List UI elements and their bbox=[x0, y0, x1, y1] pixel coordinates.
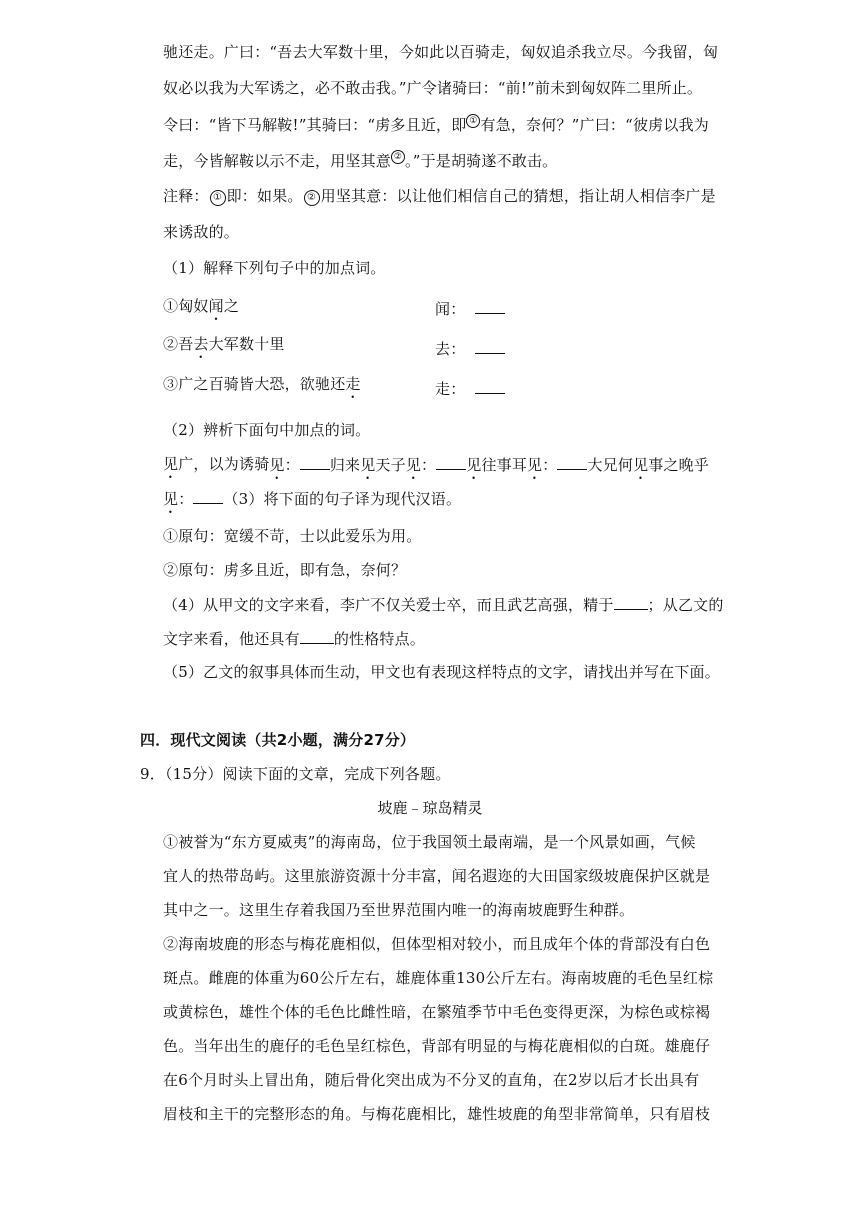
q2-text: 往事耳 bbox=[481, 456, 528, 474]
dotted-word: 见： bbox=[269, 456, 300, 474]
annotation-marker-1: ① bbox=[210, 190, 226, 206]
item-number: ① bbox=[163, 297, 179, 315]
q5-text: （5）乙文的叙事具体而生动，甲文也有表现这样特点的文字，请找出并写在下面。 bbox=[163, 663, 720, 681]
article-p2-line-1: ②海南坡鹿的形态与梅花鹿相似，但体型相对较小，而且成年个体的背部没有白色 bbox=[163, 935, 711, 953]
q1-answer-2 bbox=[435, 338, 505, 359]
q1-answer-1 bbox=[435, 298, 505, 319]
answer-blank[interactable] bbox=[300, 628, 334, 644]
dotted-word: 见 bbox=[466, 456, 482, 474]
item-text: 之 bbox=[223, 297, 240, 315]
article-p1-line-3: 其中之一。这里生存着我国乃至世界范围内唯一的海南坡鹿野生种群。 bbox=[163, 901, 635, 919]
article-p1-line-2: 宜人的热带岛屿。这里旅游资源十分丰富，闻名遐迩的大田国家级坡鹿保护区就是 bbox=[163, 867, 711, 885]
q4-line-2 bbox=[163, 628, 425, 649]
answer-label: 闻： bbox=[435, 300, 466, 318]
q4-text: 文字来看，他还具有 bbox=[163, 630, 300, 648]
article-p2-line-6: 眉枝和主干的完整形态的角。与梅花鹿相比，雄性坡鹿的角型非常简单，只有眉枝 bbox=[163, 1105, 711, 1123]
dotted-word: 见 bbox=[163, 455, 179, 473]
article-p2-line-4: 色。当年出生的鹿仔的毛色呈红棕色，背部有明显的与梅花鹿相似的白斑。雄鹿仔 bbox=[163, 1037, 711, 1055]
dotted-word: 走 bbox=[345, 375, 361, 393]
footnote-marker-1: ① bbox=[466, 114, 480, 128]
q4-line-1 bbox=[163, 594, 724, 615]
dotted-word: 见 bbox=[360, 456, 376, 474]
item-number: ③ bbox=[163, 375, 179, 393]
q1-item-2 bbox=[163, 334, 285, 362]
annotation-line-1 bbox=[163, 186, 716, 206]
item-text: 大军数十里 bbox=[208, 335, 285, 353]
article-p1-line-1: ①被誉为“东方夏威夷”的海南岛，位于我国领土最南端，是一个风景如画，气候 bbox=[163, 833, 696, 851]
answer-blank[interactable] bbox=[436, 454, 466, 470]
passage-text: 有急，奈何？”广曰：“彼虏以我为 bbox=[480, 116, 709, 134]
passage-line-4 bbox=[163, 150, 557, 171]
article-p2-line-2: 斑点。雌鹿的体重为60公斤左右，雄鹿体重130公斤左右。海南坡鹿的毛色呈红棕 bbox=[163, 969, 714, 987]
answer-blank[interactable] bbox=[557, 454, 587, 470]
answer-blank[interactable] bbox=[475, 338, 505, 354]
dotted-word: 见： bbox=[527, 456, 558, 474]
dotted-word: 闻 bbox=[208, 297, 224, 315]
answer-label: 去： bbox=[435, 340, 466, 358]
answer-label: 走： bbox=[435, 380, 466, 398]
item-text: 广之百骑皆大恐，欲驰还 bbox=[178, 375, 346, 393]
q2-text: 事之晚乎 bbox=[648, 456, 710, 474]
answer-blank[interactable] bbox=[300, 454, 330, 470]
annotation-line-2: 来诱敌的。 bbox=[163, 223, 240, 241]
article-p2-line-3: 或黄棕色，雄性个体的毛色比雌性暗，在繁殖季节中毛色变得更深，为棕色或棕褐 bbox=[163, 1003, 711, 1021]
q2-text: 归来 bbox=[329, 456, 361, 474]
q2-text: 广，以为诱骑 bbox=[178, 455, 270, 473]
q4-text: 的性格特点。 bbox=[333, 630, 426, 648]
q3-sentence-1: ①原句：宽缓不苛，士以此爱乐为用。 bbox=[163, 527, 422, 545]
question-2-stem: （2）辨析下面句中加点的词。 bbox=[163, 421, 371, 439]
passage-text: 。”于是胡骑遂不敢击。 bbox=[405, 152, 558, 170]
q2-text: 天子 bbox=[375, 456, 406, 474]
passage-line-1: 驰还走。广曰：“吾去大军数十里，今如此以百骑走，匈奴追杀我立尽。今我留，匈 bbox=[163, 43, 719, 61]
dotted-word: 去 bbox=[193, 335, 209, 353]
question-3-stem: （3）将下面的句子译为现代汉语。 bbox=[223, 490, 462, 508]
article-p2-line-5: 在6个月时头上冒出角，随后骨化突出成为不分叉的直角，在2岁以后才长出具有 bbox=[163, 1071, 700, 1089]
q2-line-1-rest bbox=[269, 454, 709, 483]
q3-sentence-2: ②原句：虏多且近，即有急，奈何？ bbox=[163, 561, 407, 579]
question-9-stem: 9．（15分）阅读下面的文章，完成下列各题。 bbox=[140, 765, 451, 783]
answer-blank[interactable] bbox=[614, 594, 648, 610]
dotted-word: 见： bbox=[405, 456, 437, 474]
item-number: ② bbox=[163, 335, 179, 353]
item-text: 匈奴 bbox=[178, 297, 209, 315]
answer-blank[interactable] bbox=[475, 298, 505, 314]
q2-line-1 bbox=[163, 454, 269, 482]
annotation-text: 即：如果。 bbox=[226, 187, 303, 205]
answer-blank[interactable] bbox=[193, 488, 223, 504]
dotted-word: 见： bbox=[163, 490, 194, 508]
q1-item-1 bbox=[163, 296, 239, 324]
question-1-stem: （1）解释下列句子中的加点词。 bbox=[163, 259, 386, 277]
annotation-label: 注释： bbox=[163, 187, 209, 205]
q1-answer-3 bbox=[435, 378, 505, 399]
annotation-text: 用坚其意：以让他们相信自己的猜想，指让胡人相信李广是 bbox=[320, 187, 716, 205]
footnote-marker-2: ② bbox=[391, 150, 405, 164]
annotation-marker-2: ② bbox=[304, 190, 320, 206]
passage-text: 走，今皆解鞍以示不走，用坚其意 bbox=[163, 152, 392, 170]
passage-line-2: 奴必以我为大军诱之，必不敢击我。”广令诸骑曰：“前!”前未到匈奴阵二里所止。 bbox=[163, 79, 703, 97]
passage-line-3 bbox=[163, 114, 709, 135]
q2-line-2 bbox=[163, 488, 461, 517]
dotted-word: 见 bbox=[633, 456, 649, 474]
answer-blank[interactable] bbox=[475, 378, 505, 394]
passage-text: 令曰：“皆下马解鞍!”其骑曰：“虏多且近，即 bbox=[163, 116, 467, 134]
article-title: 坡鹿﹣琼岛精灵 bbox=[377, 799, 483, 817]
q4-text: ；从乙文的 bbox=[647, 596, 724, 614]
q1-item-3 bbox=[163, 374, 361, 402]
q4-text: （4）从甲文的文字来看，李广不仅关爱士卒，而且武艺高强，精于 bbox=[163, 596, 614, 614]
section-heading: 四．现代文阅读（共2小题，满分27分） bbox=[140, 731, 416, 749]
q2-text: 大兄何 bbox=[587, 456, 634, 474]
item-text: 吾 bbox=[178, 335, 194, 353]
